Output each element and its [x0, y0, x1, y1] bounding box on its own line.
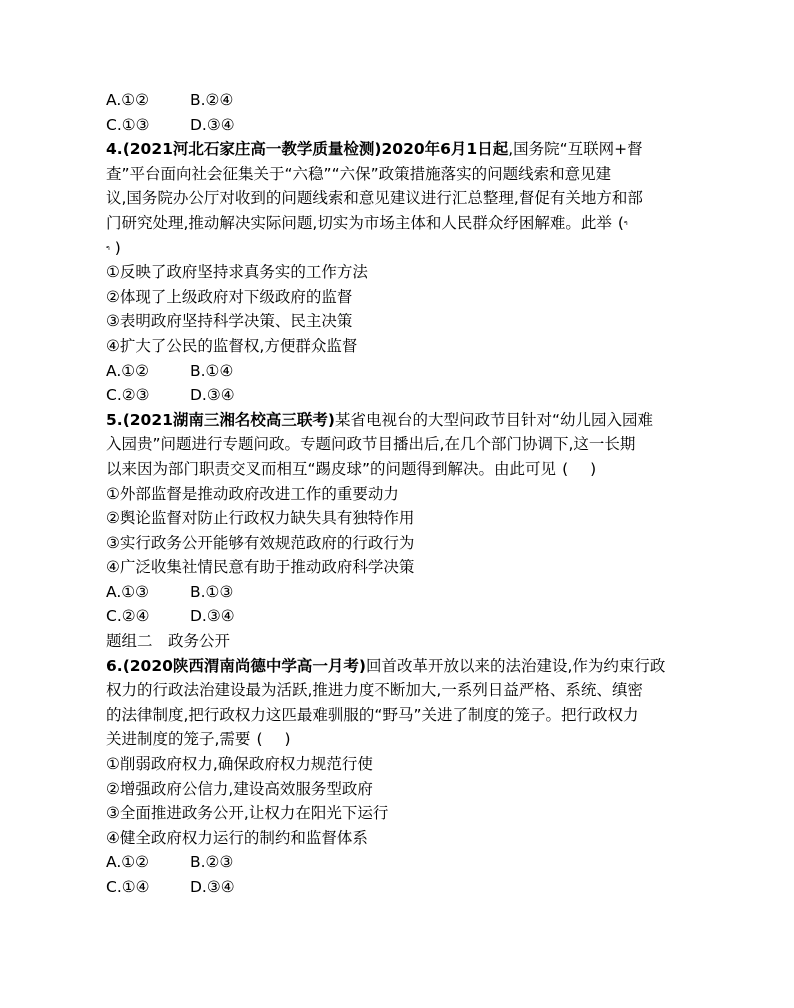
q4-item-4: ④扩大了公民的监督权,方便群众监督	[106, 336, 358, 355]
document-content	[106, 88, 696, 900]
option-d: D.③④	[190, 878, 235, 896]
q4-options-row-1	[106, 359, 696, 384]
q3-options-row-1	[106, 88, 696, 113]
option-a: A.①②	[106, 361, 150, 380]
option-a: A.①②	[106, 853, 150, 872]
question-source: (2021湖南三湘名校高三联考)	[122, 410, 335, 429]
q6-stem-line-2: 权力的行政法治建设最为活跃,推进力度不断加大,一系列日益严格、系统、缜密	[106, 681, 643, 700]
answer-paren-open: (	[617, 213, 624, 232]
option-c: C.①④	[106, 878, 150, 896]
option-d: D.③④	[190, 386, 235, 405]
answer-paren-close: )	[590, 459, 597, 478]
q6-options-row-2	[106, 875, 696, 900]
option-b: B.②③	[190, 853, 234, 872]
question-number: 4.	[106, 140, 123, 159]
tiny-mark: າ	[623, 219, 628, 228]
option-b: B.①③	[190, 582, 234, 601]
question-source: (2020陕西渭南尚德中学高一月考)	[122, 656, 366, 675]
answer-paren-close: )	[284, 730, 291, 749]
q5-item-2: ②舆论监督对防止行政权力缺失具有独特作用	[106, 509, 415, 528]
option-a: A.①③	[106, 582, 150, 601]
option-c: C.②④	[106, 607, 150, 626]
option-c: C.②③	[106, 386, 150, 405]
question-number: 5.	[106, 410, 123, 429]
q6-item-3: ③全面推进政务公开,让权力在阳光下运行	[106, 804, 389, 823]
option-d: D.③④	[190, 115, 235, 134]
group-heading: 题组二 政务公开	[106, 632, 231, 651]
tiny-mark: ຳ	[106, 243, 110, 252]
q4-stem-line-1: 4.(2021河北石家庄高一教学质量检测)2020年6月1日起,国务院“互联网+督	[106, 140, 643, 159]
q5-item-1: ①外部监督是推动政府改进工作的重要动力	[106, 484, 399, 503]
q5-stem-line-2: 入园贵”问题进行专题问政。专题问政节目播出后,在几个部门协调下,这一长期	[106, 435, 636, 454]
q6-options-row-1	[106, 850, 696, 875]
q6-stem-line-4: 关进制度的笼子,需要 ( )	[106, 727, 696, 752]
answer-paren-open: (	[256, 730, 263, 749]
q5-item-4: ④广泛收集社情民意有助于推动政府科学决策	[106, 558, 415, 577]
q3-options-row-2	[106, 113, 696, 138]
q5-stem-line-1: 5.(2021湖南三湘名校高三联考)某省电视台的大型问政节目针对“幼儿园入园难	[106, 410, 654, 429]
q4-item-3: ③表明政府坚持科学决策、民主决策	[106, 312, 353, 331]
q5-options-row-2	[106, 604, 696, 629]
q4-item-1: ①反映了政府坚持求真务实的工作方法	[106, 263, 368, 282]
question-source: (2021河北石家庄高一教学质量检测)2020年6月1日起	[122, 140, 509, 159]
q4-stem-line-4: 门研究处理,推动解决实际问题,切实为市场主体和人民群众纾困解难。此举 (າ	[106, 211, 696, 236]
q4-stem-line-2: 查”平台面向社会征集关于“六稳”“六保”政策措施落实的问题线索和意见建	[106, 164, 612, 183]
q4-stem-line-3: 议,国务院办公厅对收到的问题线索和意见建议进行汇总整理,督促有关地方和部	[106, 189, 643, 208]
q6-item-1: ①削弱政府权力,确保政府权力规范行使	[106, 755, 373, 774]
q4-options-row-2	[106, 383, 696, 408]
option-c: C.①③	[106, 115, 150, 134]
q6-stem-line-1: 6.(2020陕西渭南尚德中学高一月考)回首改革开放以来的法治建设,作为约束行政	[106, 656, 666, 675]
q6-item-4: ④健全政府权力运行的制约和监督体系	[106, 828, 368, 847]
q6-item-2: ②增强政府公信力,建设高效服务型政府	[106, 779, 373, 798]
option-d: D.③④	[190, 607, 235, 626]
q6-stem-line-3: 的法律制度,把行政权力这匹最难驯服的“野马”关进了制度的笼子。把行政权力	[106, 705, 639, 724]
answer-paren-open: (	[562, 459, 569, 478]
q4-item-2: ②体现了上级政府对下级政府的监督	[106, 287, 353, 306]
option-b: B.①④	[190, 361, 234, 380]
option-a: A.①②	[106, 91, 150, 109]
answer-paren-close: )	[114, 238, 121, 257]
q5-item-3: ③实行政务公开能够有效规范政府的行政行为	[106, 533, 415, 552]
q5-options-row-1	[106, 580, 696, 605]
q4-stem-line-5	[106, 236, 696, 261]
q5-stem-line-3: 以来因为部门职责交叉而相互“踢皮球”的问题得到解决。由此可见 ( )	[106, 457, 696, 482]
option-b: B.②④	[190, 91, 234, 109]
question-number: 6.	[106, 656, 123, 675]
